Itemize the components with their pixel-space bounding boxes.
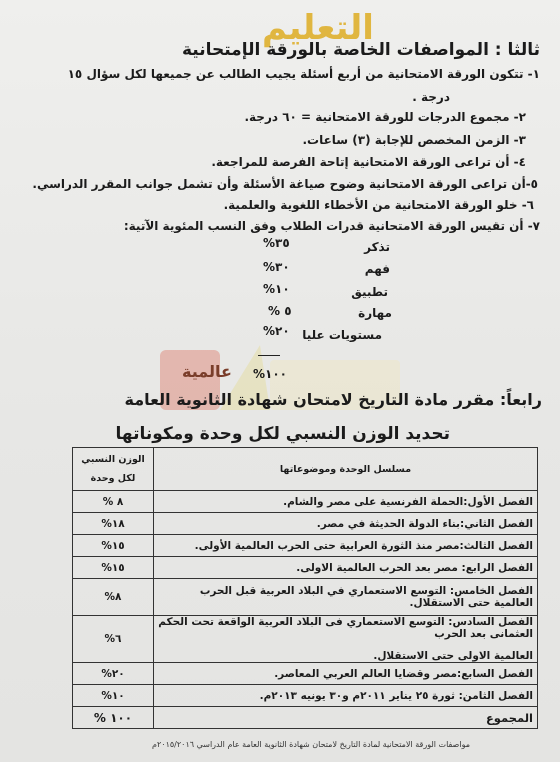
level-name: مستويات عليا bbox=[302, 328, 382, 342]
total-weight: ١٠٠ % bbox=[73, 707, 154, 729]
weight-cell: ١٨% bbox=[73, 513, 154, 535]
weight-cell: ٨% bbox=[73, 579, 154, 616]
level-total: ١٠٠% bbox=[253, 367, 288, 381]
item-6: ٦- خلو الورقة الامتحانية من الأخطاء اللغوية والعلمية. bbox=[223, 198, 534, 212]
level-pct: ٢٠% bbox=[263, 324, 290, 338]
watermark-text-left: عالمية bbox=[182, 362, 232, 381]
unit-cell-line1: الفصل السادس: التوسع الاستعماري فى البلاد العربية الواقعة تحت الحكم العثمانى بعد الحرب bbox=[158, 616, 533, 640]
page-footer: مواصفات الورقة الامتحانية لمادة التاريخ لامتحان شهادة الثانوية العامة عام الدراسي ٢٠١٥/٢٠١٦م bbox=[152, 740, 470, 749]
total-label: المجموع bbox=[154, 707, 538, 729]
item-2: ٢- مجموع الدرجات للورقة الامتحانية = ٦٠ درجة. bbox=[244, 110, 526, 124]
table-row bbox=[73, 685, 538, 707]
unit-cell: الفصل الثامن: ثورة ٢٥ يناير ٢٠١١م و٣٠ يونيه ٢٠١٣م. bbox=[154, 685, 538, 707]
item-3: ٣- الزمن المخصص للإجابة (٣) ساعات. bbox=[302, 133, 526, 147]
unit-cell: الفصل الثالث:مصر منذ الثورة العرابية حتى الحرب العالمية الأولى. bbox=[154, 535, 538, 557]
weight-cell: ١٠% bbox=[73, 685, 154, 707]
weight-cell: ٢٠% bbox=[73, 663, 154, 685]
header-weight-line2: لكل وحدة bbox=[90, 473, 136, 484]
table-header-row bbox=[73, 448, 538, 491]
unit-cell: الفصل الرابع: مصر بعد الحرب العالمية الاولى. bbox=[154, 557, 538, 579]
header-weight-line1: الوزن النسبي bbox=[81, 454, 145, 465]
level-name: تطبيق bbox=[351, 285, 388, 299]
table-row bbox=[73, 513, 538, 535]
section3-title: ثالثا : المواصفات الخاصة بالورقة الإمتحانية bbox=[181, 40, 540, 60]
level-pct: ٣٠% bbox=[263, 260, 290, 274]
weight-cell: ١٥% bbox=[73, 557, 154, 579]
weight-cell: ٦% bbox=[73, 616, 154, 663]
weight-cell: ٨ % bbox=[73, 491, 154, 513]
header-weight bbox=[73, 448, 154, 491]
table-row bbox=[73, 557, 538, 579]
weights-table bbox=[72, 447, 538, 729]
item-1-cont: درجة . bbox=[412, 90, 450, 104]
item-1: ١- تتكون الورقة الامتحانية من أربع أسئلة يجيب الطالب عن جميعها لكل سؤال ١٥ bbox=[67, 67, 540, 81]
level-pct: ١٠% bbox=[263, 282, 290, 296]
table-row bbox=[73, 579, 538, 616]
level-pct: ٥ % bbox=[268, 304, 292, 318]
unit-cell bbox=[154, 616, 538, 663]
table-row bbox=[73, 663, 538, 685]
level-name: تذكر bbox=[364, 240, 390, 254]
level-name: فهم bbox=[364, 262, 390, 276]
level-pct: ٣٥% bbox=[263, 236, 290, 250]
section4-subtitle: تحديد الوزن النسبي لكل وحدة ومكوناتها bbox=[115, 424, 450, 444]
item-4: ٤- أن تراعى الورقة الامتحانية إتاحة الفرصة للمراجعة. bbox=[211, 155, 526, 169]
unit-cell: الفصل الثاني:بناء الدولة الحديثة في مصر. bbox=[154, 513, 538, 535]
unit-cell: الفصل الخامس: التوسع الاستعماري في البلاد العربية قبل الحرب العالمية حتى الاستقلال. bbox=[154, 579, 538, 616]
table-row bbox=[73, 535, 538, 557]
table-row bbox=[73, 491, 538, 513]
table-total-row bbox=[73, 707, 538, 729]
unit-cell: الفصل السابع:مصر وقضايا العالم العربي المعاصر. bbox=[154, 663, 538, 685]
sum-line bbox=[258, 355, 280, 356]
header-unit: مسلسل الوحدة وموضوعاتها bbox=[154, 448, 538, 491]
item-5: ٥-أن تراعى الورقة الامتحانية وضوح صياغة الأسئلة وأن تشمل جوانب المقرر الدراسي. bbox=[32, 177, 538, 191]
item-7: ٧- أن تقيس الورقة الامتحانية قدرات الطلاب وفق النسب المئوية الآتية: bbox=[123, 219, 540, 233]
unit-cell: الفصل الأول:الحملة الفرنسية على مصر والشام. bbox=[154, 491, 538, 513]
watermark-text-right: التعليم bbox=[262, 8, 374, 48]
table-row bbox=[73, 616, 538, 663]
weight-cell: ١٥% bbox=[73, 535, 154, 557]
level-name: مهارة bbox=[358, 306, 392, 320]
unit-cell-line2: العالمية الاولى حتى الاستقلال. bbox=[373, 650, 533, 662]
section4-title: رابعاً: مقرر مادة التاريخ لامتحان شهادة الثانوية العامة bbox=[124, 390, 542, 409]
